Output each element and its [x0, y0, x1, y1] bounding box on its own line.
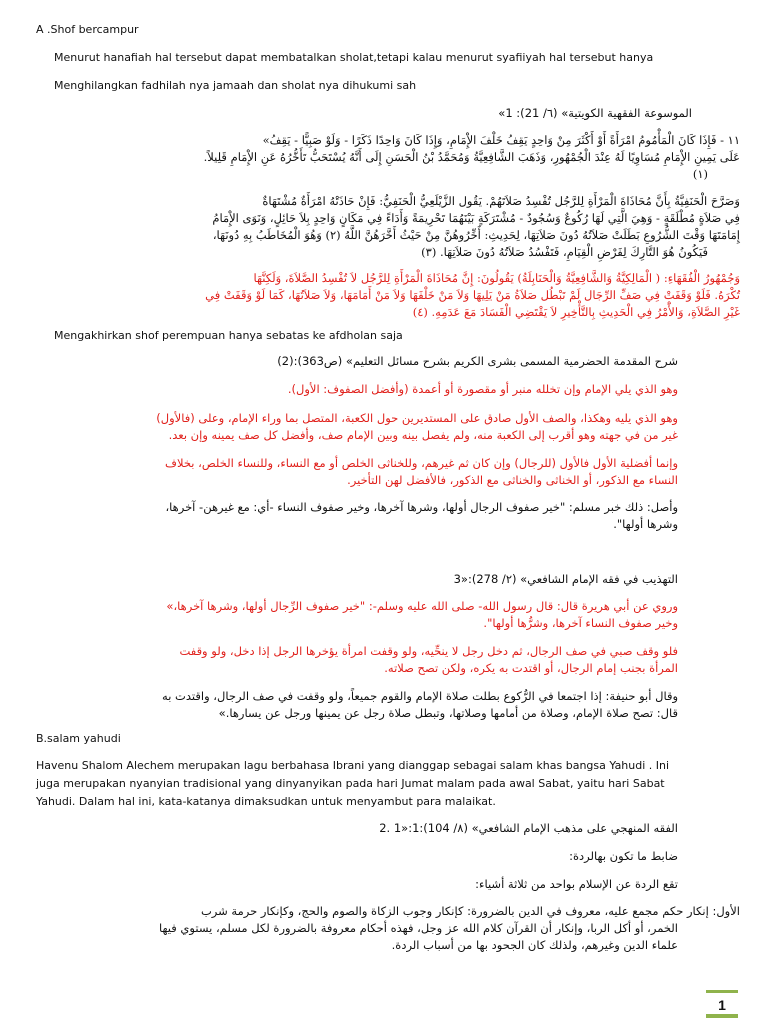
section-a-paragraph-1: Menurut hanafiah hal tersebut dapat membatalkan sholat,tetapi kalau menurut syafiiyah hal tersebut hanya: [54, 51, 654, 64]
reference-fiqh-manhaji: الفقه المنهجي على مذهب الإمام الشافعي» (٨/ 104):1:«1 .2: [379, 821, 678, 835]
red-paragraph-4-line-2: وخير صفوف النساء آخرها، وشرُّها أولها".: [483, 616, 678, 630]
quote-3-line-1: وَجُمْهُورُ الْفُقَهَاءِ: ( الْمَالِكِيَّةُ وَالشَّافِعِيَّةُ وَالْحَنَابِلَةُ) يَقُولُونَ: إِنَّ مُحَاذَاةَ الْمَرْأَةِ لِلرَّجُل لاَ تُفْسِدُ الصَّلاَةَ، وَلَكِنَّهَا: [253, 271, 740, 285]
page-number: 1: [706, 990, 738, 1017]
section-b-paragraph-line-1: Havenu Shalom Alechem merupakan lagu berbahasa Ibrani yang dianggap sebagai salam khas bangsa Yahudi . Ini: [36, 759, 670, 772]
quote-2-line-4: فَيَكُونُ هُوَ التَّارِكَ لِفَرْضِ الْقِيَامِ، فَتَفْسُدُ صَلاَتُهُ دُونَ صَلاَتِهَا. (٣): [421, 245, 708, 259]
quote-3-line-3: غَيْرِ الصَّلاَةِ، وَالأَْمْرُ فِي الْحَدِيثِ بِالتَّأْخِيرِ لاَ يَقْتَضِي الْفَسَادَ مَعَ عَدَمِهِ. (٤): [412, 305, 740, 319]
body-paragraph-2-line-1: وقال أبو حنيفة: إذا اجتمعا في الرُّكوع بطلت صلاة الإمام والقوم جميعاً، ولو وقفت في صف الرجال، واقتدت به: [162, 689, 678, 703]
red-paragraph-2-line-2: غير من في جهته وهو أقرب إلى الكعبة منه، ولم يفصل بينه وبين الإمام صف، وأفضل كل صف يمينه وإن بعد.: [168, 428, 678, 442]
quote-2-line-2: فِي صَلاَةٍ مُطْلَقَةٍ - وَهِيَ الَّتِي لَهَا رُكُوعٌ وَسُجُودٌ - مُشْتَرَكَةٍ بَيْنَهُمَا تَحْرِيمَةً وَأَدَاءً فِي مَكَانٍ وَاحِدٍ بِلاَ حَائِلٍ، وَنَوَى الإِْمَامُ: [212, 211, 740, 225]
red-paragraph-3-line-1: وإنما أفضلية الأول فالأول (للرجال) وإن كان ثم غيرهم، وللخناثى الخلص أو مع النساء، وللنساء الخلص، بخلاف: [165, 456, 678, 470]
riddah-first-cause-line-1: الأول: إنكار حكم مجمع عليه، معروف في الدين بالضرورة: كإنكار وجوب الزكاة والصوم والحج، وكإنكار حرمة شرب: [200, 904, 740, 918]
red-paragraph-2-line-1: وهو الذي يليه وهكذا، والصف الأول صادق على المستديرين حول الكعبة، المتصل بما وراء الإمام، وعلى (فالأول): [156, 411, 678, 425]
reference-busyra-al-karim: شرح المقدمة الحضرمية المسمى بشرى الكريم بشرح مسائل التعليم» (ص363):(2): [277, 354, 678, 368]
section-b-paragraph-line-3: Yahudi. Dalam hal ini, kata-katanya dimaksudkan untuk menyambut para malaikat.: [36, 795, 496, 808]
section-b-heading: B.salam yahudi: [36, 732, 121, 745]
quote-1-line-1: ١١ - فَإِذَا كَانَ الْمَأْمُومُ امْرَأَةً أَوْ أَكْثَرَ مِنْ وَاحِدٍ يَقِفُ خَلْفَ الإِْمَامِ، وَإِذَا كَانَ وَاحِدًا ذَكَرًا - وَلَوْ صَبِيًّا - يَقِفُ»: [262, 133, 740, 147]
section-a-paragraph-3: Mengakhirkan shof perempuan hanya sebatas ke afdholan saja: [54, 329, 403, 342]
red-paragraph-5-line-2: المرأة بجنب إمام الرجال، أو اقتدت به يكره، ولكن تصح صلاته.: [384, 661, 678, 675]
riddah-first-cause-line-3: علماء الدين وغيرهم، ولذلك كان الجحود بها من أسباب الردة.: [391, 938, 678, 952]
section-b-paragraph-line-2: juga merupakan nyanyian tradisional yang dinyanyikan pada hari Jumat malam pada awal Sabat, yaitu hari Sabat: [36, 777, 665, 790]
red-paragraph-4-line-1: وروي عن أبي هريرة قال: قال رسول الله- صلى الله عليه وسلم-: "خير صفوف الرِّجال أولها، وشرها آخرها،»: [166, 599, 678, 613]
red-paragraph-1: وهو الذي يلي الإمام وإن تخلله منبر أو مقصورة أو أعمدة (وأفضل الصفوف: الأول).: [287, 382, 678, 396]
riddah-causes-heading: تقع الردة عن الإسلام بواحد من ثلاثة أشياء:: [475, 877, 678, 891]
body-paragraph-1-line-1: وأصل: ذلك خبر مسلم: "خير صفوف الرجال أولها، وشرها آخرها، وخير صفوف النساء -أي: مع غيرهن- آخرها،: [165, 500, 678, 514]
reference-mawsuah: الموسوعة الفقهية الكويتية» (٦/ 21): 1»: [498, 106, 692, 120]
red-paragraph-3-line-2: النساء مع الذكور، أو الخناثى والخناثى مع الذكور، فالأفضل لهن التأخير.: [347, 473, 678, 487]
quote-2-line-3: إِمَامَتَهَا وَقْتَ الشُّرُوعِ بَطَلَتْ صَلاَتُهُ دُونَ صَلاَتِهَا، لِحَدِيثِ: أَخِّرُوهُنَّ مِنْ حَيْثُ أَخَّرَهُنَّ اللَّهُ (٢) وَهُوَ الْمُخَاطَبُ بِهِ دُونَهَا،: [212, 228, 740, 242]
quote-1-footnote: (١): [692, 167, 708, 181]
red-paragraph-5-line-1: فلو وقف صبي في صف الرجال، ثم دخل رجل لا ينحِّيه، ولو وقفت امرأة يؤخرها الرجل إذا دخل، ولو وقفت: [179, 644, 678, 658]
quote-2-line-1: وَصَرَّحَ الْحَنَفِيَّةُ بِأَنَّ مُحَاذَاةَ الْمَرْأَةِ لِلرَّجُل تُفْسِدُ صَلاَتَهُمْ. يَقُول الزَّيْلَعِيُّ الْحَنَفِيُّ: فَإِنْ حَاذَتْهُ امْرَأَةٌ مُشْتَهَاةٌ: [262, 194, 740, 208]
reference-tahdzib: التهذيب في فقه الإمام الشافعي» (٢/ 278):«3: [453, 572, 678, 586]
quote-3-line-2: تُكْرَهُ. فَلَوْ وَقَفَتْ فِي صَفِّ الرِّجَال لَمْ تَبْطُل صَلاَةُ مَنْ يَلِيهَا وَلاَ مَنْ خَلْفَهَا وَلاَ مَنْ أَمَامَهَا، وَلاَ صَلاَتُهَا، كَمَا لَوْ وَقَفَتْ فِي: [205, 288, 740, 302]
page-number-accent-bar: [706, 1014, 738, 1018]
body-paragraph-1-line-2: وشرها أولها".: [613, 517, 678, 531]
body-paragraph-2-line-2: قال: تصح صلاة الإمام، وصلاة من أمامها وصلاتها، وتبطل صلاة رجل عن يمينها ورجل عن يسارها.»: [218, 706, 678, 720]
riddah-first-cause-line-2: الخمر، أو أكل الربا، وإنكار أن القرآن كلام الله عز وجل، فهذه أحكام معروفة بالضرورة لكل مسلم، يستوي فيها: [159, 921, 678, 935]
riddah-rule-heading: ضابط ما تكون بهالردة:: [569, 849, 678, 863]
section-a-heading: A .Shof bercampur: [36, 23, 139, 36]
section-a-paragraph-2: Menghilangkan fadhilah nya jamaah dan sholat nya dihukumi sah: [54, 79, 417, 92]
quote-1-line-2: عَلَى يَمِينِ الإِْمَامِ مُسَاوِيًا لَهُ عِنْدَ الْجُمْهُورِ، وَذَهَبَ الشَّافِعِيَّةُ وَمُحَمَّدُ بْنُ الْحَسَنِ إِلَى أَنَّهُ يُسْتَحَبُّ تَأَخُّرُهُ عَنِ الإِْمَامِ قَلِيلاً.: [203, 150, 740, 164]
